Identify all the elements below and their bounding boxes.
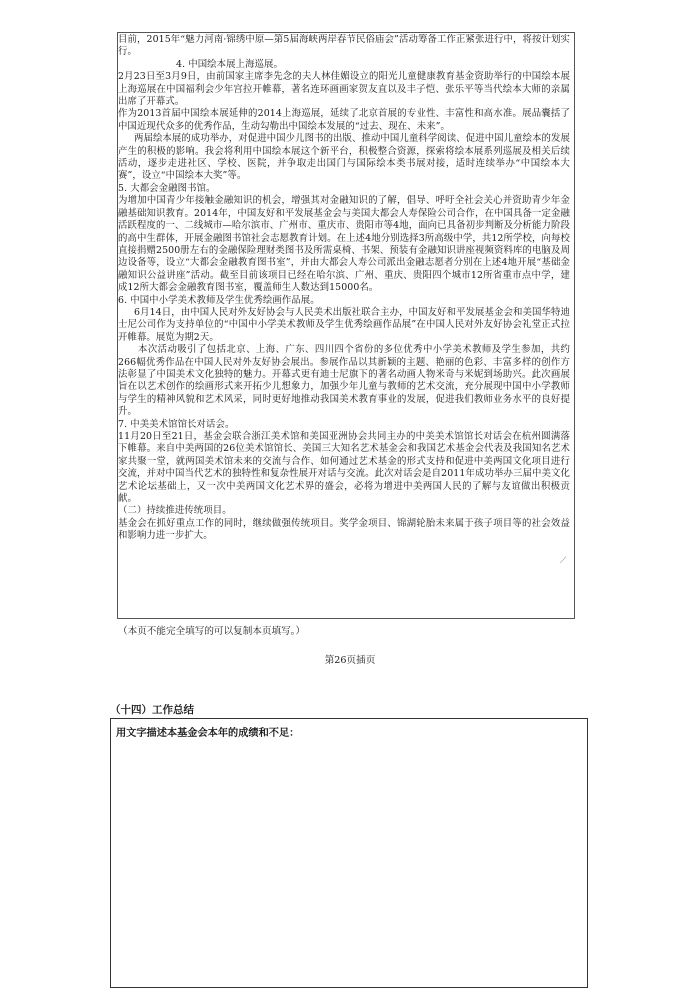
paragraph: 两届绘本展的成功举办，对促进中国少儿图书的出版、推动中国儿童科学阅读、促进中国儿童绘本的发展产生的积极的影响。我会将利用中国绘本展这个新平台，积极整合资源，探索将绘本展系列巡展及相关后续活动，逐步走进社区、学校、医院，并争取走出国门与国际绘本类书展对接，适时连续举办“中国绘本大赛”，设立“中国绘本大奖”等。 <box>118 133 570 182</box>
section-title: （十四）工作总结 <box>110 704 194 716</box>
summary-text-area[interactable] <box>110 718 588 988</box>
paragraph: （二）持续推进传统项目。 <box>118 505 232 517</box>
summary-prompt: 用文字描述本基金会本年的成绩和不足： <box>116 728 300 739</box>
paragraph: 7. 中美美术馆馆长对话会。 <box>118 418 235 430</box>
paragraph: 目前，2015年“魅力河南·锦绣中原—第5届海峡两岸春节民俗庙会”活动筹备工作正紧张进行中，将按计划实行。 <box>118 34 570 58</box>
paragraph: 6月14日，由中国人民对外友好协会与人民美术出版社联合主办，中国友好和平发展基金会和美国华特迪士尼公司作为支持单位的“中国中小学美术教师及学生优秀绘画作品展”在中国人民对外友好协会礼堂正式拉开帷幕。展览为期2天。 <box>118 306 570 343</box>
page-label: 第26页插页 <box>324 655 376 666</box>
paragraph: 作为2013首届中国绘本展延伸的2014上海巡展，延续了北京首展的专业性、丰富性和高水准。展品囊括了中国近现代众多的优秀作品，生动勾勒出中国绘本发展的“过去、现在、未来”。 <box>118 108 570 132</box>
resize-grip-icon[interactable]: ⟋ <box>560 556 567 566</box>
paragraph: 为增加中国青少年接触金融知识的机会，增强其对金融知识的了解，倡导、呼吁全社会关心并资助青少年金融基础知识教育。2014年，中国友好和平发展基金会与美国大都会人寿保险公司合作，在中国具备一定金融活跃程度的一、二线城市—哈尔滨市、广州市、重庆市、贵阳市等4地，面向已具备初步判断及分析能力阶段的高中生群体，开展金融图书馆社会志愿教育计划。在上述4地分别选择3所高级中学，共12所学校，向每校直接捐赠2500册左右的金融保险理财类图书及所需桌椅、书架、预装有金融知识讲座视频资料库的电脑及周边设备等，设立“大都会金融教育图书室”，并由大都会人寿公司派出金融志愿者分别在上述4地开展“基础金融知识公益讲座”活动。截至目前该项目已经在哈尔滨、广州、重庆、贵阳四个城市12所省重市点中学，建成12所大都会金融教育图书室，覆盖师生人数达到15000名。 <box>118 195 570 294</box>
paragraph: 2月23日至3月9日，由前国家主席李先念的夫人林佳媚设立的阳光儿童健康教育基金资助举行的中国绘本展上海巡展在中国福利会少年宫拉开帷幕，著名连环画画家贺友直以及丰子恺、张乐平等当代绘本大师的亲属出席了开幕式。 <box>118 71 570 108</box>
paragraph: 11月20日至21日，基金会联合浙江美术馆和美国亚洲协会共同主办的中美美术馆馆长对话会在杭州圆满落下帷幕。来自中美两国的26位美术馆馆长、美国三大知名艺术基金会和我国艺术基金会代表及我国知名艺术家共聚一堂，就两国美术馆未来的交流与合作、如何通过艺术基金的形式支持和促进中美两国文化项目进行交流，并对中国当代艺术的独特性和复杂性展开对话与交流。此次对话会是自2011年成功举办三届中美文化艺术论坛基础上，又一次中美两国文化艺术界的盛会，必将为增进中美两国人民的了解与友谊做出积极贡献。 <box>118 431 570 505</box>
report-text-content <box>118 34 570 564</box>
paragraph: 本次活动吸引了包括北京、上海、广东、四川四个省份的多位优秀中小学美术教师及学生参加，共约266幅优秀作品在中国人民对外友好协会展出。参展作品以其新颖的主题、艳丽的色彩、丰富多样的创作方法彰显了中国美术文化独特的魅力。开幕式更有迪士尼旗下的著名动画人物米奇与米妮到场助兴。此次画展旨在以艺术创作的绘画形式来开拓少儿想象力，加强少年儿童与教师的艺术交流，充分展现中国中小学教师与学生的精神风貌和艺术风采，同时更好地推动我国美术教育事业的发展，促进我们教师业务水平的良好提升。 <box>118 344 570 418</box>
paragraph: 5. 大都会金融图书馆。 <box>118 182 216 194</box>
fill-note: （本页不能完全填写的可以复制本页填写。） <box>118 626 306 637</box>
paragraph: 基金会在抓好重点工作的同时，继续做强传统项目。奖学金项目、锦湖轮胎未来属于孩子项目等的社会效益和影响力进一步扩大。 <box>118 517 570 542</box>
paragraph: 4. 中国绘本展上海巡展。 <box>176 58 283 70</box>
paragraph: 6. 中国中小学美术教师及学生优秀绘画作品展。 <box>118 294 320 306</box>
